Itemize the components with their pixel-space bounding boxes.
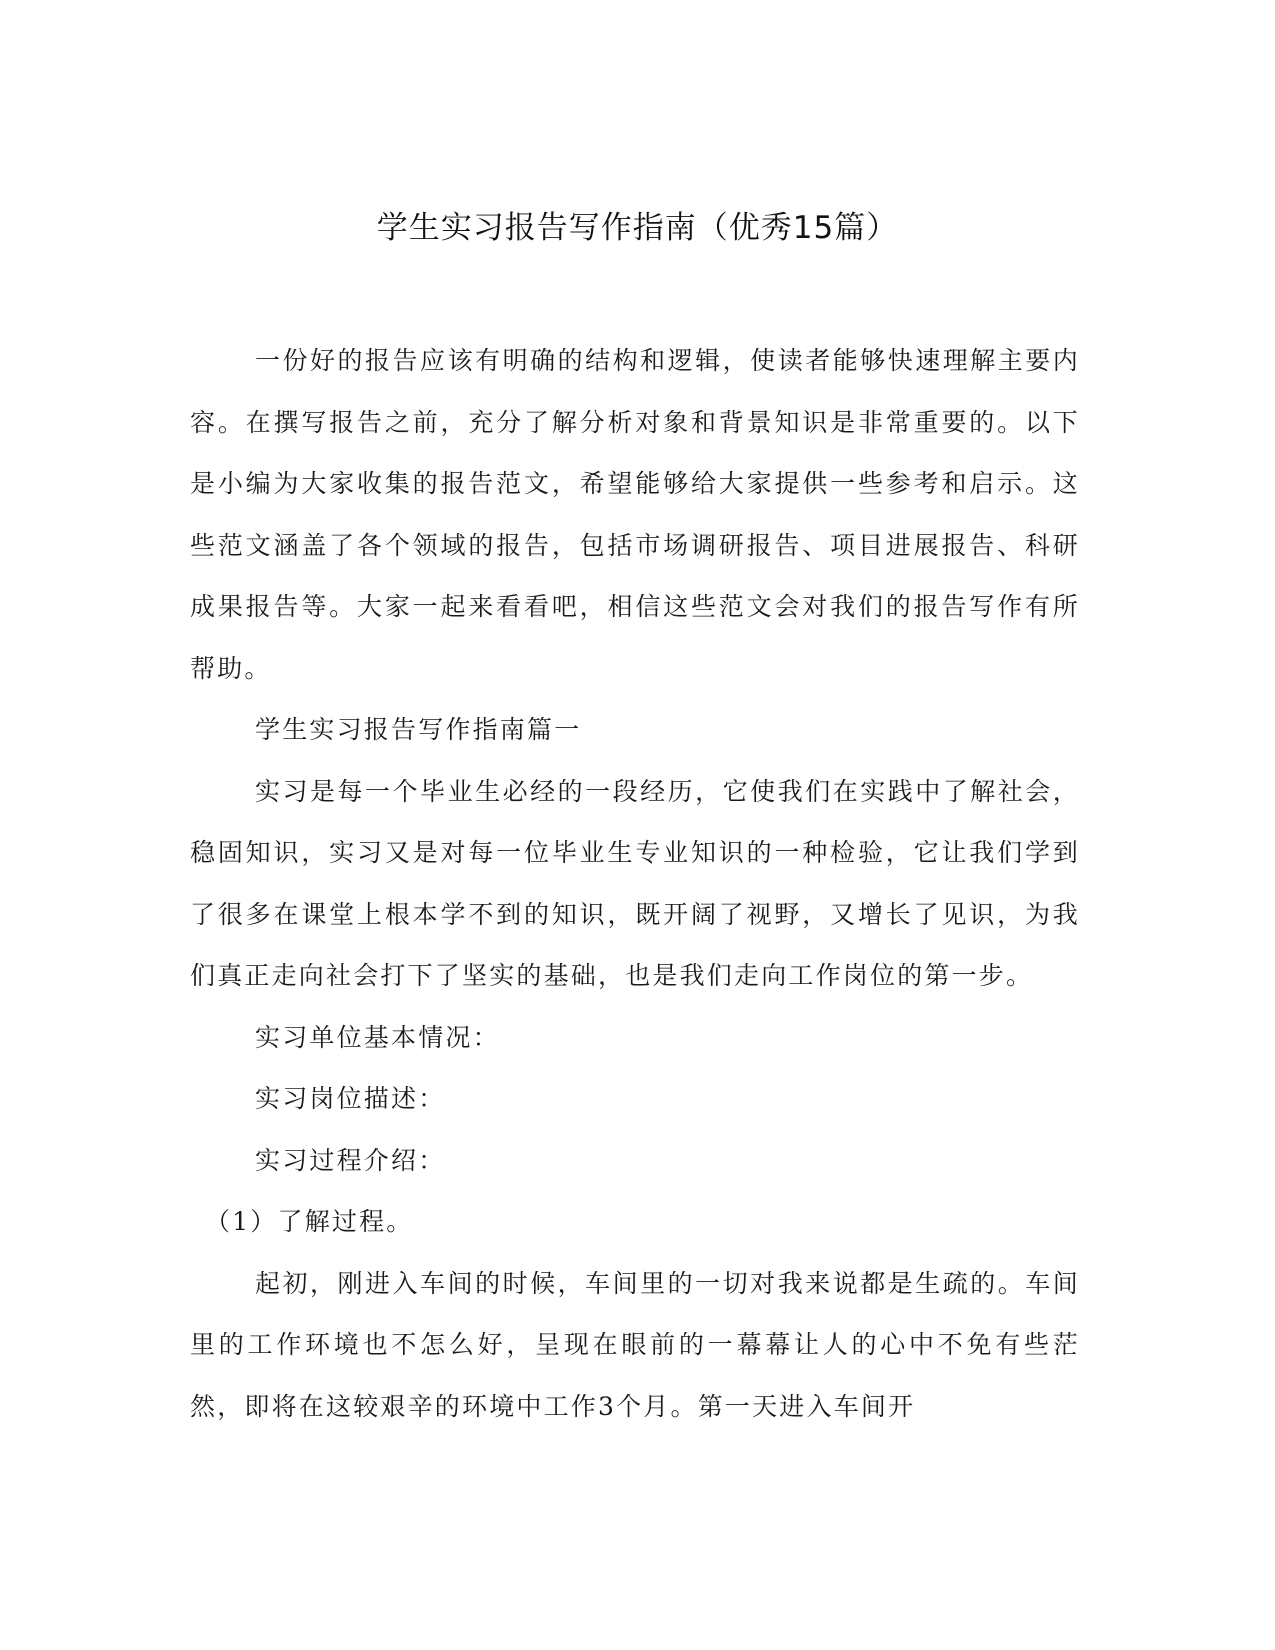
list-item: 实习过程介绍： <box>255 1145 446 1175</box>
document-body <box>190 330 1080 1437</box>
intro-paragraph: 一份好的报告应该有明确的结构和逻辑，使读者能够快速理解主要内容。在撰写报告之前，充分了解分析对象和背景知识是非常重要的。以下是小编为大家收集的报告范文，希望能够给大家提供一些参考和启示。这些范文涵盖了各个领域的报告，包括市场调研报告、项目进展报告、科研成果报告等。大家一起来看看吧，相信这些范文会对我们的报告写作有所帮助。 <box>190 346 1080 683</box>
document-title: 学生实习报告写作指南（优秀15篇） <box>376 210 899 246</box>
section-heading: 学生实习报告写作指南篇一 <box>255 715 582 744</box>
numbered-item: （1）了解过程。 <box>205 1207 414 1236</box>
list-item: 实习岗位描述： <box>255 1084 446 1113</box>
body-paragraph: 起初，刚进入车间的时候，车间里的一切对我来说都是生疏的。车间里的工作环境也不怎么好，呈现在眼前的一幕幕让人的心中不免有些茫然，即将在这较艰辛的环境中工作3个月。第一天进入车间开 <box>190 1268 1080 1421</box>
list-item: 实习单位基本情况： <box>255 1022 500 1052</box>
body-paragraph: 实习是每一个毕业生必经的一段经历，它使我们在实践中了解社会，稳固知识，实习又是对每一位毕业生专业知识的一种检验，它让我们学到了很多在课堂上根本学不到的知识，既开阔了视野，又增长了见识，为我们真正走向社会打下了坚实的基础，也是我们走向工作岗位的第一步。 <box>190 776 1080 990</box>
